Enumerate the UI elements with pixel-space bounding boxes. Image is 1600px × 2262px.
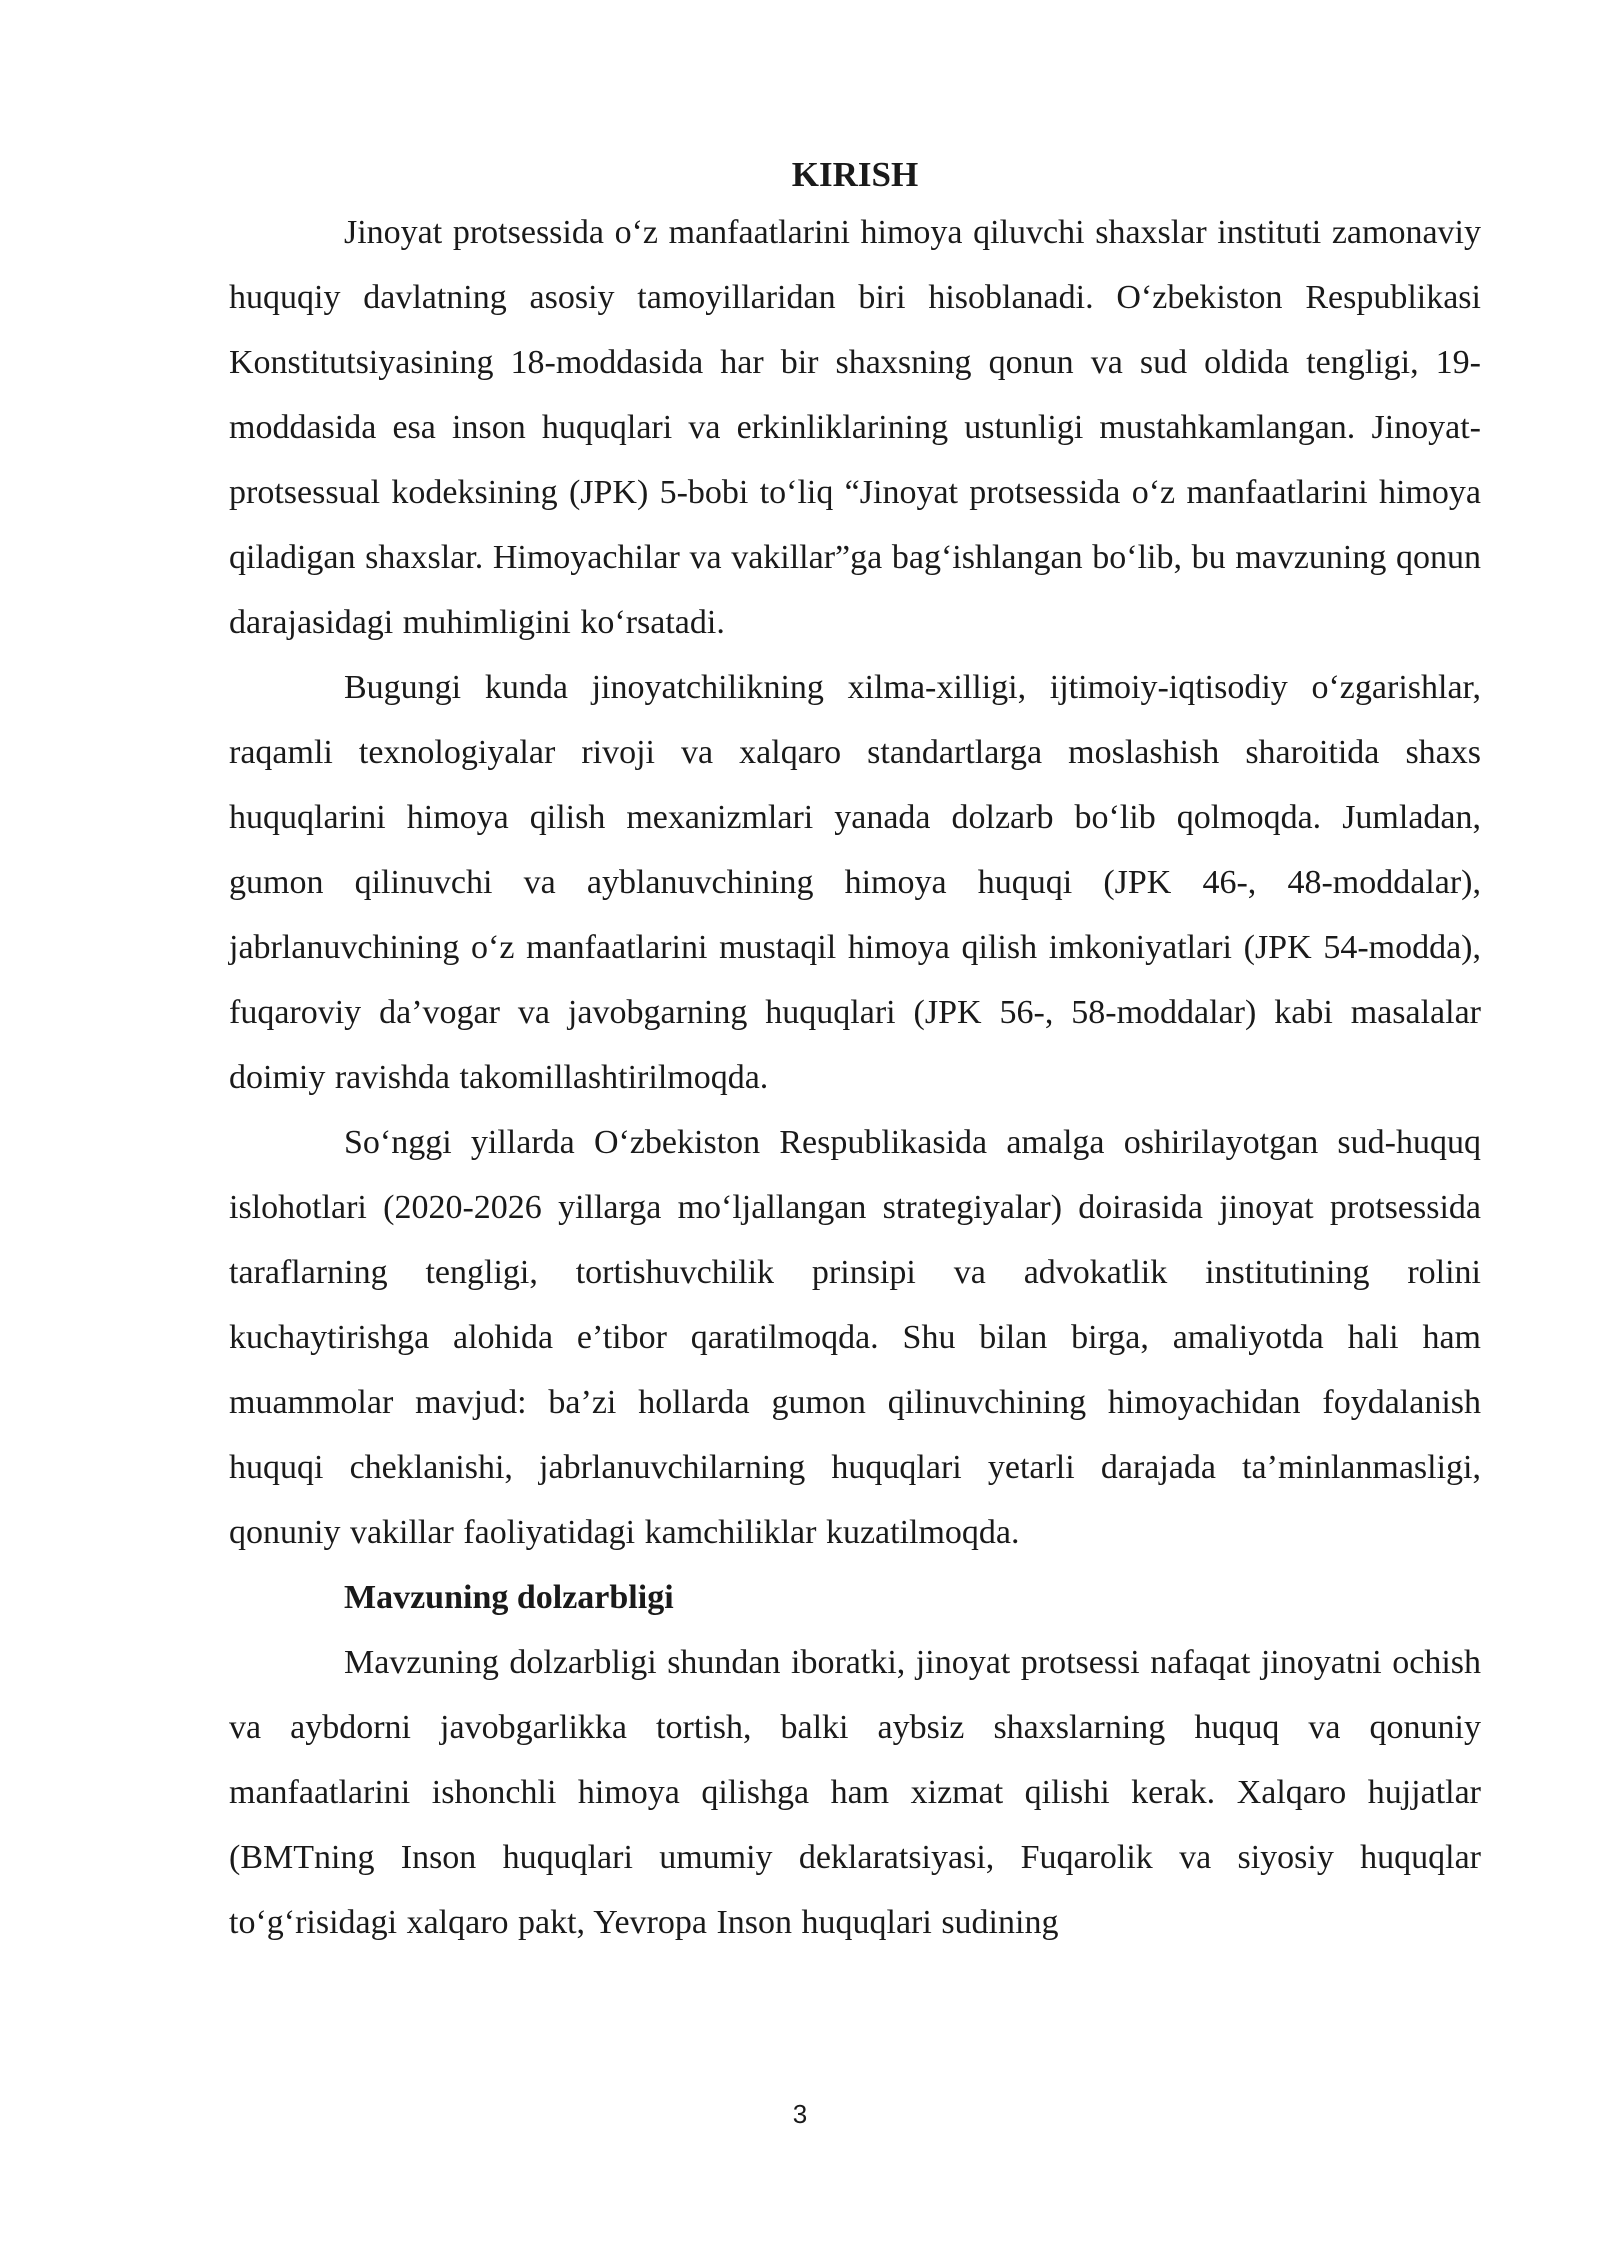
section-paragraph: Mavzuning dolzarbligi shundan iboratki, jinoyat protsessi nafaqat jinoyatni ochish va aybdorni javobgarlikka tortish, balki aybsiz shaxslarning huquq va qonuniy manfaatlarini ishonchli himoya qilishga ham xizmat qilishi kerak. Xalqaro hujjatlar (BMTning Inson huquqlari umumiy deklaratsiyasi, Fuqarolik va siyosiy huquqlar to‘g‘risidagi xalqaro pakt, Yevropa Inson huquqlari sudining xyxy=(229,1644,1481,1941)
page-title: KIRISH xyxy=(791,155,919,194)
page-number: 3 xyxy=(792,2099,808,2129)
paragraph-3: So‘nggi yillarda O‘zbekiston Respublikasida amalga oshirilayotgan sud-huquq islohotlari (2020-2026 yillarga mo‘ljallangan strategiyalar) doirasida jinoyat protsessida taraflarning tengligi, tortishuvchilik prinsipi va advokatlik institutining rolini kuchaytirishga alohida e’tibor qaratilmoqda. Shu bilan birga, amaliyotda hali ham muammolar mavjud: ba’zi hollarda gumon qilinuvchining himoyachidan foydalanish huquqi cheklanishi, jabrlanuvchilarning huquqlari yetarli darajada ta’minlanmasligi, qonuniy vakillar faoliyatidagi kamchiliklar kuzatilmoqda. xyxy=(229,1124,1481,1551)
paragraph-2: Bugungi kunda jinoyatchilikning xilma-xilligi, ijtimoiy-iqtisodiy o‘zgarishlar, raqamli texnologiyalar rivoji va xalqaro standartlarga moslashish sharoitida shaxs huquqlarini himoya qilish mexanizmlari yanada dolzarb bo‘lib qolmoqda. Jumladan, gumon qilinuvchi va ayblanuvchining himoya huquqi (JPK 46-, 48-moddalar), jabrlanuvchining o‘z manfaatlarini mustaqil himoya qilish imkoniyatlari (JPK 54-modda), fuqaroviy da’vogar va javobgarning huquqlari (JPK 56-, 58-moddalar) kabi masalalar doimiy ravishda takomillashtirilmoqda. xyxy=(229,669,1481,1096)
paragraph-1: Jinoyat protsessida o‘z manfaatlarini himoya qiluvchi shaxslar instituti zamonaviy huquqiy davlatning asosiy tamoyillaridan biri hisoblanadi. O‘zbekiston Respublikasi Konstitutsiyasining 18-moddasida har bir shaxsning qonun va sud oldida tengligi, 19-moddasida esa inson huquqlari va erkinliklarining ustunligi mustahkamlangan. Jinoyat-protsessual kodeksining (JPK) 5-bobi to‘liq “Jinoyat protsessida o‘z manfaatlarini himoya qiladigan shaxslar. Himoyachilar va vakillar”ga bag‘ishlangan bo‘lib, bu mavzuning qonun darajasidagi muhimligini ko‘rsatadi. xyxy=(229,214,1481,641)
page-content xyxy=(229,150,1481,1955)
section-heading: Mavzuning dolzarbligi xyxy=(344,1579,674,1616)
